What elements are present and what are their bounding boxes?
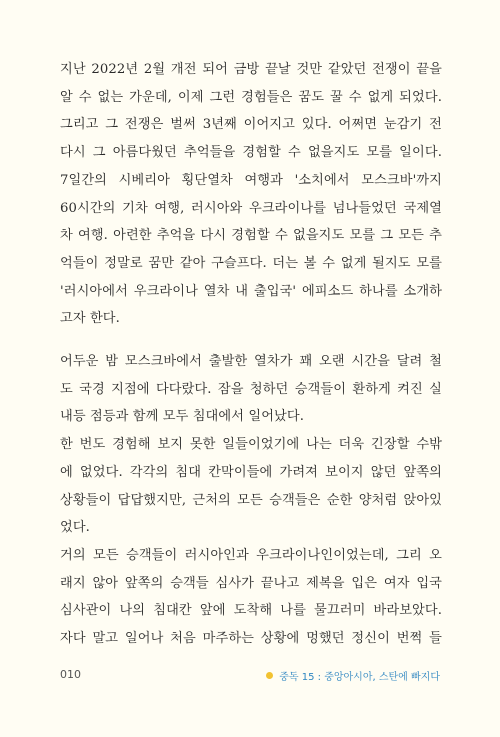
text-line: 다시 그 아름다웠던 추억들을 경험할 수 없을지도 모를 일이다. bbox=[60, 145, 442, 161]
running-head-text: 중독 15 : 중앙아시아, 스탄에 빠지다 bbox=[279, 672, 440, 683]
text-line: 지난 2022년 2월 개전 되어 금방 끝날 것만 같았던 전쟁이 끝을 bbox=[60, 62, 442, 77]
text-line: 었다. bbox=[60, 520, 90, 536]
text-line: 그리고 그 전쟁은 벌써 3년째 이어지고 있다. 어쩌면 눈감기 전 bbox=[60, 117, 442, 133]
text-line: 거의 모든 승객들이 러시아인과 우크라이나인이었는데, 그리 오 bbox=[60, 547, 442, 563]
page-number: 010 bbox=[60, 668, 81, 681]
bullet-dot-icon bbox=[266, 672, 273, 679]
text-line: 에 없었다. 각각의 침대 칸막이들에 가려져 보이지 않던 앞쪽의 bbox=[60, 464, 442, 480]
text-line: 심사관이 나의 침대칸 앞에 도착해 나를 물끄러미 바라보았다. bbox=[60, 603, 442, 619]
text-line: 도 국경 지점에 다다랐다. 잠을 청하던 승객들이 환하게 켜진 실 bbox=[60, 381, 442, 397]
text-line: 고자 한다. bbox=[60, 311, 120, 327]
running-head bbox=[266, 668, 440, 683]
text-line: 자다 말고 일어나 처음 마주하는 상황에 멍했던 정신이 번쩍 들 bbox=[60, 631, 442, 646]
text-line: 한 번도 경험해 보지 못한 일들이었기에 나는 더욱 긴장할 수밖 bbox=[60, 437, 442, 453]
text-line: 상황들이 답답했지만, 근처의 모든 승객들은 순한 양처럼 앉아있 bbox=[60, 492, 442, 508]
text-line: '러시아에서 우크라이나 열차 내 출입국' 에피소드 하나를 소개하 bbox=[60, 283, 442, 299]
text-line: 알 수 없는 가운데, 이제 그런 경험들은 꿈도 꿀 수 없게 되었다. bbox=[60, 89, 442, 105]
text-line: 어두운 밤 모스크바에서 출발한 열차가 꽤 오랜 시간을 달려 철 bbox=[60, 354, 442, 369]
text-line: 60시간의 기차 여행, 러시아와 우크라이나를 넘나들었던 국제열 bbox=[60, 200, 442, 216]
text-line: 차 여행. 아련한 추억을 다시 경험할 수 없을지도 모를 그 모든 추 bbox=[60, 228, 442, 244]
text-line: 내등 점등과 함께 모두 침대에서 일어났다. bbox=[60, 409, 305, 425]
text-line: 래지 않아 앞쪽의 승객들 심사가 끝나고 제복을 입은 여자 입국 bbox=[60, 575, 442, 591]
text-line: 7일간의 시베리아 횡단열차 여행과 '소치에서 모스크바'까지 bbox=[60, 172, 442, 188]
text-line: 억들이 정말로 꿈만 같아 구슬프다. 더는 볼 수 없게 될지도 모를 bbox=[60, 255, 442, 271]
